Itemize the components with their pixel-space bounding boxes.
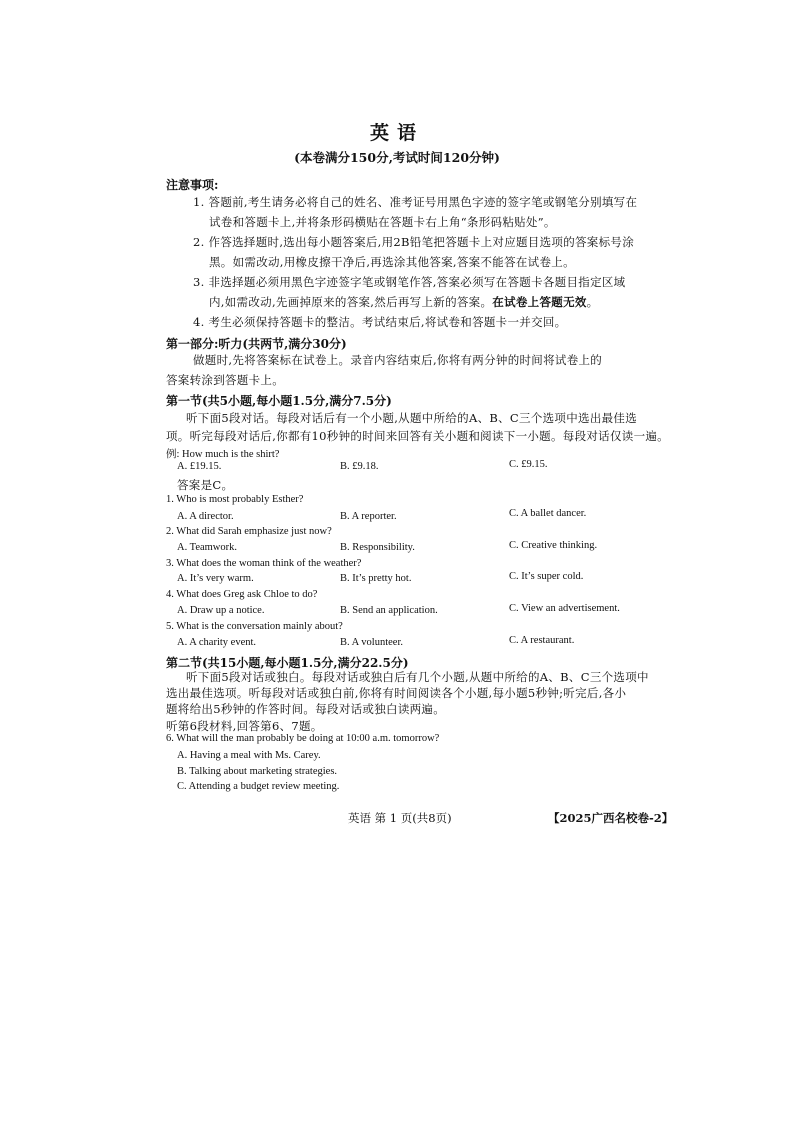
page-subtitle: (本卷满分150分,考试时间120分钟)	[294, 150, 500, 165]
example-option-c: C. £9.15.	[509, 459, 548, 470]
part1-heading: 第一部分:听力(共两节,满分30分)	[166, 337, 347, 351]
question-3-option-b: B. It’s pretty hot.	[340, 573, 412, 584]
exam-code: 【2025广西名校卷-2】	[548, 811, 674, 825]
question-1-option-c: C. A ballet dancer.	[509, 508, 587, 519]
question-5: 5. What is the conversation mainly about?	[166, 621, 343, 632]
example-answer: 答案是C。	[177, 478, 234, 492]
notice-line: 黑。如需改动,用橡皮擦干净后,再选涂其他答案,答案不能答在试卷上。	[209, 255, 575, 269]
question-4-option-c: C. View an advertisement.	[509, 603, 620, 614]
question-6-option-a: A. Having a meal with Ms. Carey.	[177, 750, 321, 761]
question-1-option-b: B. A reporter.	[340, 511, 397, 522]
page-title: 英语	[369, 122, 424, 144]
question-2-option-a: A. Teamwork.	[177, 542, 238, 553]
question-3: 3. What does the woman think of the weather?	[166, 558, 362, 569]
notice-line: 3. 非选择题必须用黑色字迹签字笔或钢笔作答,答案必须写在答题卡各题目指定区域	[193, 275, 626, 289]
question-5-option-c: C. A restaurant.	[509, 635, 575, 646]
question-5-option-a: A. A charity event.	[177, 637, 257, 648]
notice-line: 2. 作答选择题时,选出每小题答案后,用2B铅笔把答题卡上对应题目选项的答案标号涂	[193, 235, 635, 249]
question-6: 6. What will the man probably be doing at 10:00 a.m. tomorrow?	[166, 733, 440, 744]
example-option-a: A. £19.15.	[177, 461, 222, 472]
notice-line-end: 。	[586, 295, 599, 309]
page-number: 英语 第 1 页(共8页)	[348, 811, 452, 825]
question-1: 1. Who is most probably Esther?	[166, 494, 304, 505]
notice-line: 试卷和答题卡上,并将条形码横贴在答题卡右上角“条形码粘贴处”。	[209, 215, 556, 229]
question-2-option-b: B. Responsibility.	[340, 542, 415, 553]
question-3-option-a: A. It’s very warm.	[177, 573, 254, 584]
question-6-option-b: B. Talking about marketing strategies.	[177, 766, 338, 777]
material-note: 听第6段材料,回答第6、7题。	[166, 719, 323, 733]
question-4-option-a: A. Draw up a notice.	[177, 605, 265, 616]
notice-line-with-emphasis	[209, 294, 598, 310]
question-2: 2. What did Sarah emphasize just now?	[166, 526, 332, 537]
section1-intro: 项。听完每段对话后,你都有10秒钟的时间来回答有关小题和阅读下一小题。每段对话仅读一遍。	[166, 429, 669, 443]
example-option-b: B. £9.18.	[340, 461, 379, 472]
part1-intro: 做题时,先将答案标在试卷上。录音内容结束后,你将有两分钟的时间将试卷上的	[193, 353, 603, 367]
notice-heading: 注意事项:	[166, 178, 219, 192]
section2-intro: 题将给出5秒钟的作答时间。每段对话或独白读两遍。	[166, 702, 446, 716]
notice-line: 4. 考生必须保持答题卡的整洁。考试结束后,将试卷和答题卡一并交回。	[193, 315, 567, 329]
question-4: 4. What does Greg ask Chloe to do?	[166, 589, 318, 600]
section1-intro: 听下面5段对话。每段对话后有一个小题,从题中所给的A、B、C三个选项中选出最佳选	[186, 411, 638, 425]
notice-emphasis: 在试卷上答题无效	[492, 297, 587, 309]
question-2-option-c: C. Creative thinking.	[509, 540, 598, 551]
part1-intro: 答案转涂到答题卡上。	[166, 373, 284, 387]
section2-heading: 第二节(共15小题,每小题1.5分,满分22.5分)	[166, 656, 409, 670]
example-question: 例: How much is the shirt?	[166, 449, 280, 460]
section2-intro: 听下面5段对话或独白。每段对话或独白后有几个小题,从题中所给的A、B、C三个选项中	[186, 670, 649, 684]
question-4-option-b: B. Send an application.	[340, 605, 438, 616]
question-1-option-a: A. A director.	[177, 511, 234, 522]
question-6-option-c: C. Attending a budget review meeting.	[177, 781, 340, 792]
question-5-option-b: B. A volunteer.	[340, 637, 403, 648]
notice-line: 内,如需改动,先画掉原来的答案,然后再写上新的答案。	[209, 295, 493, 309]
notice-line: 1. 答题前,考生请务必将自己的姓名、准考证号用黑色字迹的签字笔或钢笔分别填写在	[193, 195, 638, 209]
section1-heading: 第一节(共5小题,每小题1.5分,满分7.5分)	[166, 394, 392, 408]
section2-intro: 选出最佳选项。听每段对话或独白前,你将有时间阅读各个小题,每小题5秒钟;听完后,各小	[166, 686, 627, 700]
question-3-option-c: C. It’s super cold.	[509, 571, 584, 582]
